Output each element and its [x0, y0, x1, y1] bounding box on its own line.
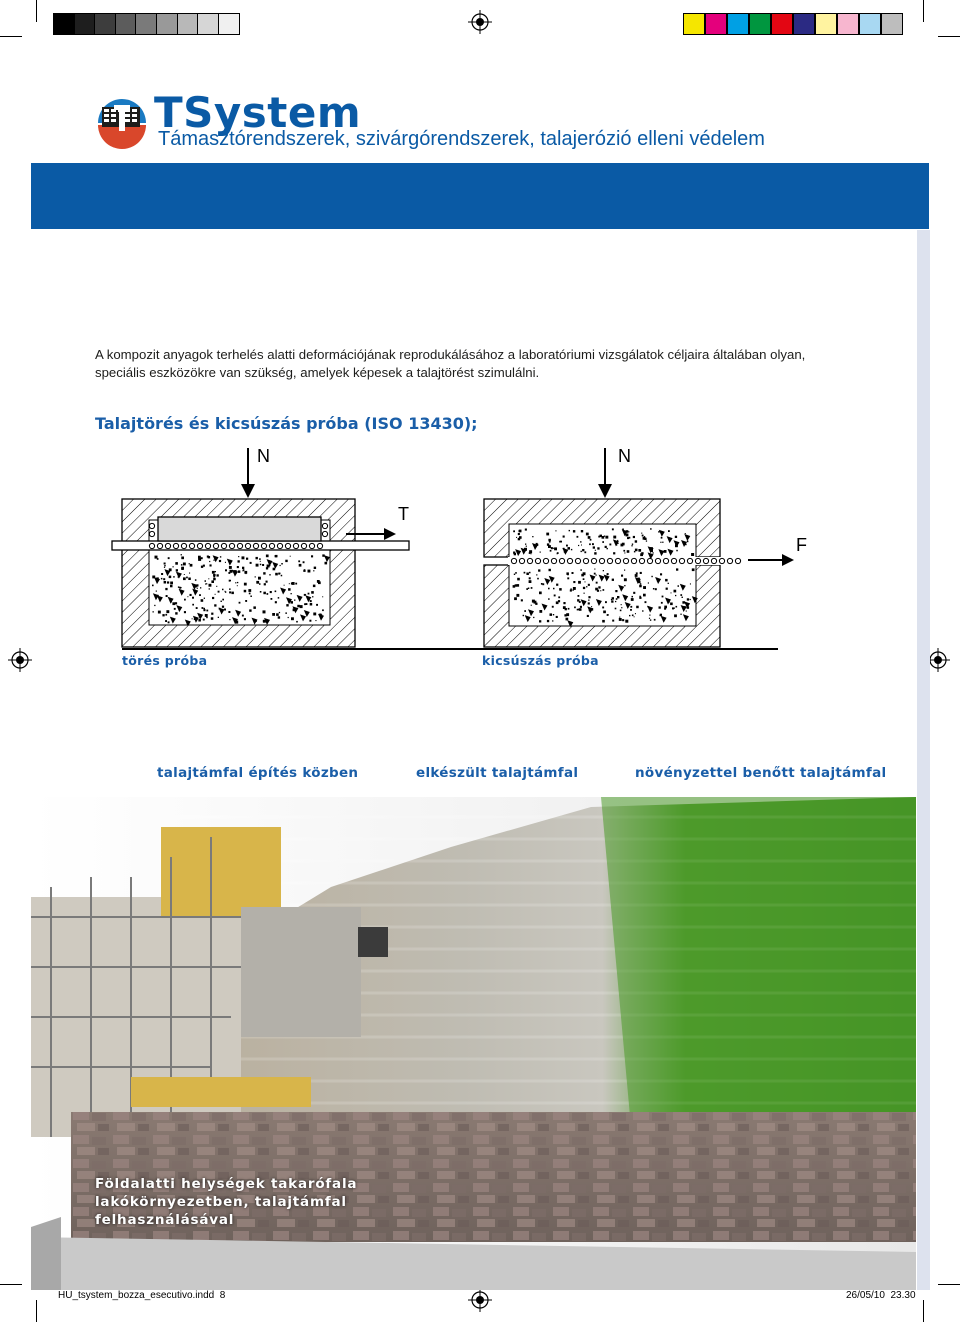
brand-subtitle: Támasztórendszerek, szivárgórendszerek, talajerózió elleni védelem: [158, 128, 765, 150]
gray-swatch: [54, 14, 74, 34]
brand-title: TSystem: [154, 88, 362, 137]
color-swatch: [860, 14, 880, 34]
load-label-right: N: [618, 446, 631, 466]
photo-caption-construction: talajtámfal építés közben: [157, 765, 359, 781]
overlay-caption-line: Földalatti helységek takarófala: [95, 1176, 358, 1192]
registration-mark-icon: [468, 1288, 492, 1312]
crop-mark: [0, 36, 22, 37]
crop-mark: [923, 0, 924, 22]
footer-timestamp: [846, 1290, 916, 1301]
registration-mark-icon: [468, 10, 492, 34]
color-swatch: [816, 14, 836, 34]
photo-caption-finished: elkészült talajtámfal: [416, 765, 579, 781]
gray-swatch: [219, 14, 239, 34]
crop-mark: [36, 1300, 37, 1322]
gray-swatch: [178, 14, 198, 34]
footer-date: 26/05/10: [846, 1290, 885, 1301]
break-test-caption: törés próba: [122, 653, 208, 668]
crop-mark: [938, 36, 960, 37]
footer-filename: HU_tsystem_bozza_esecutivo.indd: [58, 1290, 215, 1301]
force-label-left: T: [398, 504, 409, 524]
gray-swatch: [198, 14, 218, 34]
crop-mark: [0, 1284, 22, 1285]
crop-mark: [938, 1284, 960, 1285]
photo-overlay-caption: [95, 1175, 357, 1229]
gray-swatch: [95, 14, 115, 34]
color-swatch: [750, 14, 770, 34]
slip-test-caption: kicsúszás próba: [482, 653, 599, 668]
color-swatch: [794, 14, 814, 34]
load-label-left: N: [257, 446, 270, 466]
color-swatch: [882, 14, 902, 34]
gray-swatch: [75, 14, 95, 34]
color-swatch: [684, 14, 704, 34]
gray-swatch: [116, 14, 136, 34]
test-diagram: [0, 440, 960, 670]
footer-file: [58, 1290, 225, 1301]
intro-paragraph: A kompozit anyagok terhelés alatti deformációjának reprodukálásához a laboratóriumi vizsgálatok céljaira általában olyan, speciális eszközökre van szükség, amelyek képesek a talajtörést szimulálni.: [95, 347, 806, 380]
color-swatch: [772, 14, 792, 34]
footer-time: 23.30: [890, 1290, 916, 1301]
gray-swatch: [157, 14, 177, 34]
tsystem-logo-icon: [96, 97, 148, 149]
overlay-caption-line: felhasználásával: [95, 1212, 235, 1228]
color-swatch: [838, 14, 858, 34]
overlay-caption-line: lakókörnyezetben, talajtámfal: [95, 1194, 347, 1210]
test-section-title: Talajtörés és kicsúszás próba (ISO 13430);: [95, 414, 478, 433]
gray-swatch: [136, 14, 156, 34]
slip-test-diagram: [484, 446, 807, 647]
photo-caption-vegetated: növényzettel benőtt talajtámfal: [635, 765, 887, 781]
break-test-diagram: [112, 446, 409, 647]
crop-mark: [923, 1300, 924, 1322]
color-swatch: [706, 14, 726, 34]
force-label-right: F: [796, 535, 807, 555]
side-rail: [917, 230, 930, 1290]
footer-page-number: 8: [219, 1290, 226, 1301]
header-band: [31, 163, 929, 229]
crop-mark: [36, 0, 37, 22]
color-swatch: [728, 14, 748, 34]
